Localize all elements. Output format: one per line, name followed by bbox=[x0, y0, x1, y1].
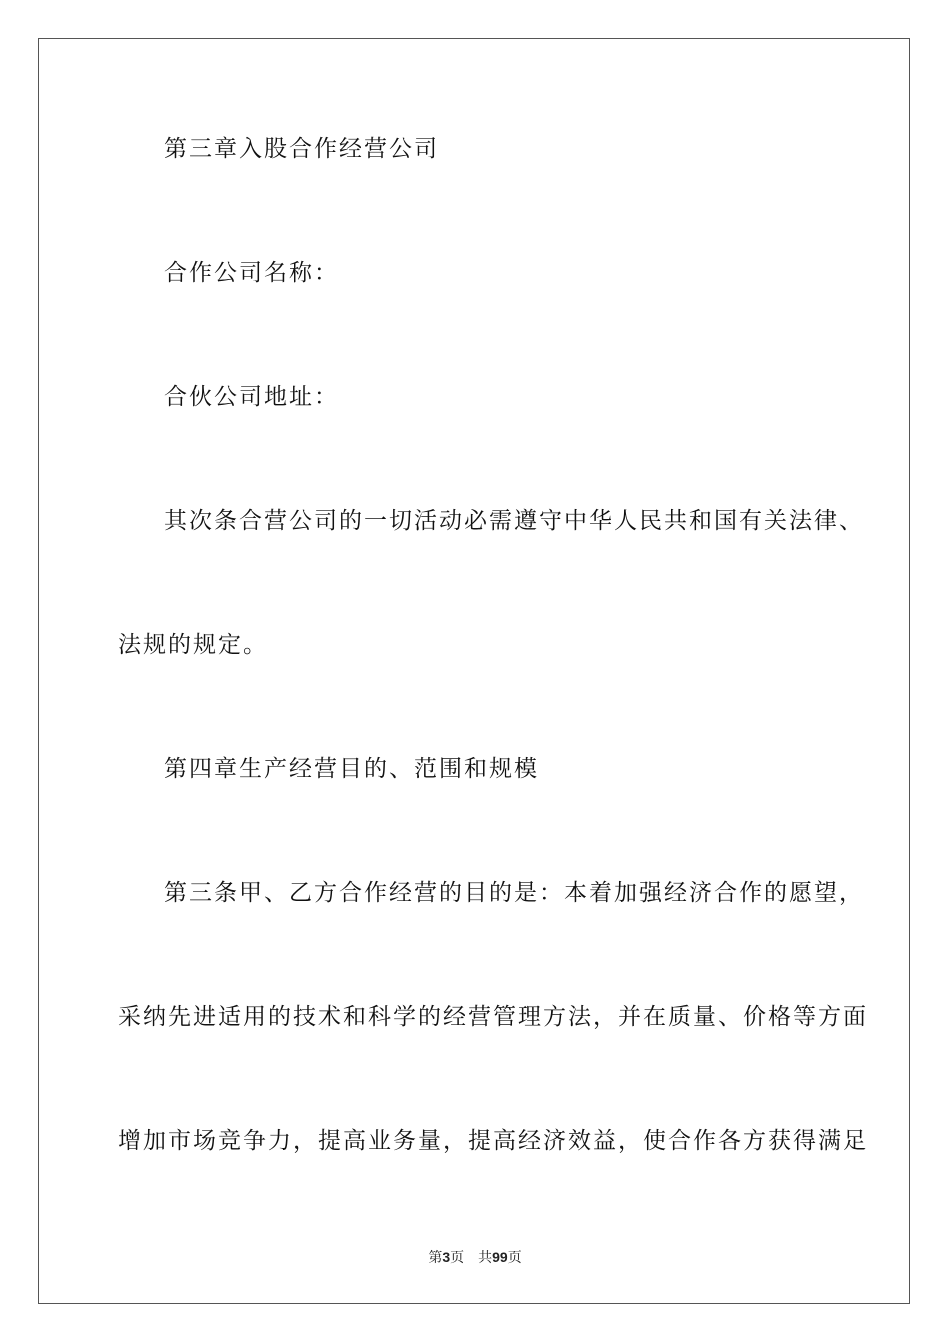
total-suffix: 页 bbox=[507, 1250, 522, 1266]
chapter-heading-3: 第三章入股合作经营公司 bbox=[164, 136, 439, 162]
article-2-line-2: 法规的规定。 bbox=[118, 632, 268, 658]
article-3-line-2: 采纳先进适用的技术和科学的经营管理方法，并在质量、价格等方面 bbox=[118, 1004, 868, 1030]
page-prefix: 第 bbox=[428, 1250, 443, 1266]
company-name-line: 合作公司名称： bbox=[164, 260, 339, 286]
page-footer bbox=[0, 1248, 950, 1267]
page-suffix: 页 bbox=[450, 1250, 465, 1266]
article-3-line-1: 第三条甲、乙方合作经营的目的是：本着加强经济合作的愿望， bbox=[164, 880, 864, 906]
chapter-heading-4: 第四章生产经营目的、范围和规模 bbox=[164, 756, 539, 782]
total-prefix: 共 bbox=[478, 1250, 493, 1266]
total-pages: 99 bbox=[492, 1249, 508, 1265]
article-2-line-1: 其次条合营公司的一切活动必需遵守中华人民共和国有关法律、 bbox=[164, 508, 864, 534]
article-3-line-3: 增加市场竞争力，提高业务量，提高经济效益，使合作各方获得满足 bbox=[118, 1128, 868, 1154]
company-address-line: 合伙公司地址： bbox=[164, 384, 339, 410]
page-border bbox=[38, 38, 910, 1304]
page-number: 3 bbox=[442, 1249, 451, 1265]
